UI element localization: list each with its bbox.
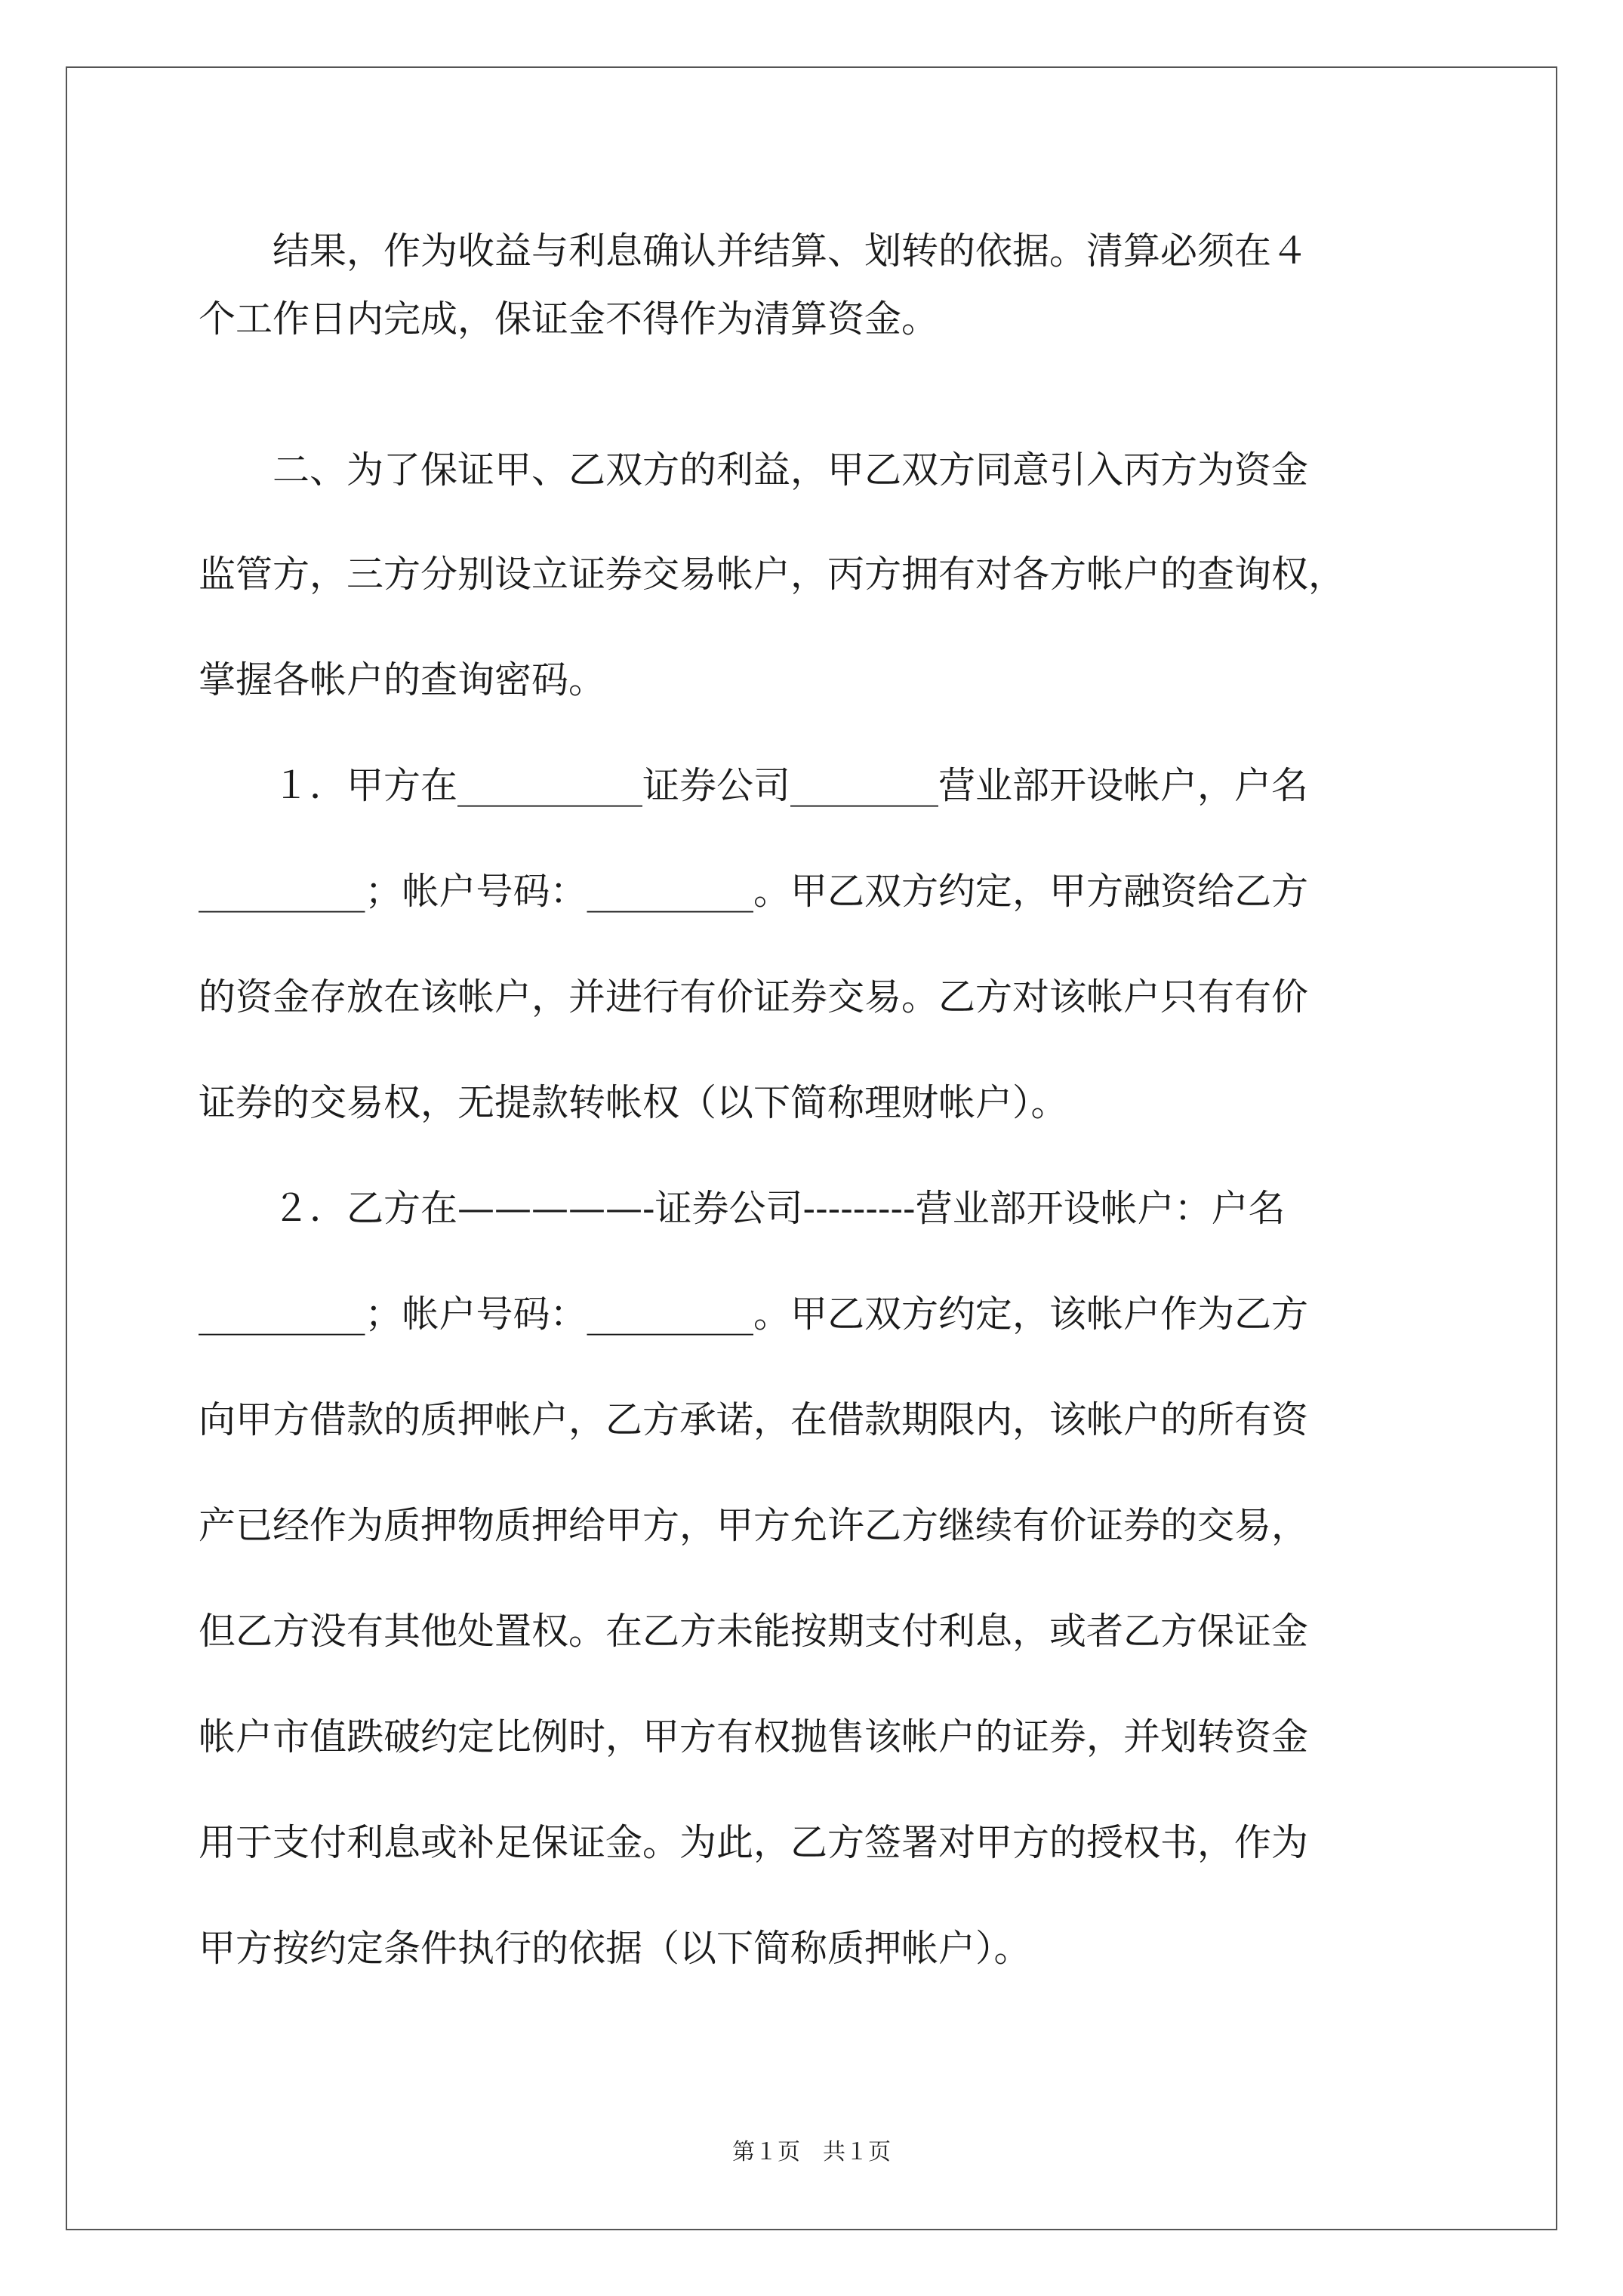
text-line: 掌握各帐户的查询密码。 — [199, 658, 606, 701]
text-line: 结果，作为收益与利息确认并结算、划转的依据。清算必须在４ — [199, 230, 1309, 273]
text-line: 证券的交易权，无提款转帐权（以下简称理财帐户）。 — [199, 1081, 1068, 1124]
text-line: _________；帐户号码：_________。甲乙双方约定，该帐户作为乙方 — [199, 1293, 1309, 1336]
text-line: 用于支付利息或补足保证金。为此，乙方签署对甲方的授权书，作为 — [199, 1821, 1309, 1864]
text-line: 的资金存放在该帐户，并进行有价证券交易。乙方对该帐户只有有价 — [199, 975, 1309, 1019]
text-line: 监管方，三方分别设立证券交易帐户，丙方拥有对各方帐户的查询权， — [199, 553, 1346, 596]
text-line: 帐户市值跌破约定比例时，甲方有权抛售该帐户的证券，并划转资金 — [199, 1715, 1309, 1758]
text-line: ２．乙方在—————-证券公司---------营业部开设帐户：户名 — [199, 1187, 1286, 1230]
text-line: １．甲方在__________证券公司________营业部开设帐户，户名 — [199, 764, 1309, 807]
text-line: _________；帐户号码：_________。甲乙双方约定，甲方融资给乙方 — [199, 870, 1309, 913]
text-line: 产已经作为质押物质押给甲方，甲方允许乙方继续有价证券的交易， — [199, 1504, 1309, 1547]
page-footer: 第１页 共１页 — [732, 2139, 891, 2165]
text-line: 二、为了保证甲、乙双方的利益，甲乙双方同意引入丙方为资金 — [199, 448, 1309, 492]
text-line: 甲方按约定条件执行的依据（以下简称质押帐户）。 — [199, 1927, 1031, 1970]
text-line: 但乙方没有其他处置权。在乙方未能按期支付利息，或者乙方保证金 — [199, 1610, 1309, 1653]
text-line: 个工作日内完成，保证金不得作为清算资金。 — [199, 297, 939, 341]
text-line: 向甲方借款的质押帐户，乙方承诺，在借款期限内，该帐户的所有资 — [199, 1398, 1309, 1441]
